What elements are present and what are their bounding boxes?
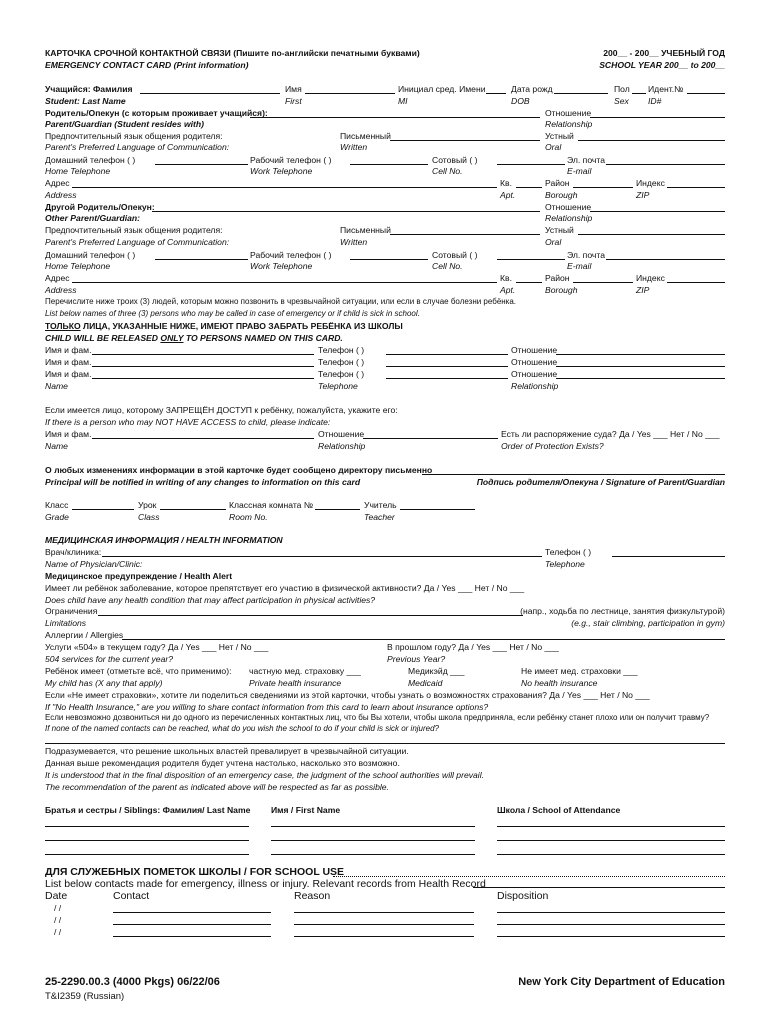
limitations-label-en: Limitations <box>45 618 87 628</box>
private-insurance-en: Private health insurance <box>249 678 342 688</box>
other-rel-field[interactable] <box>590 211 725 212</box>
other-apt-label: Кв. <box>500 273 512 283</box>
email-label-en: E-mail <box>567 166 592 176</box>
department-name: New York City Department of Education <box>518 976 725 988</box>
services-504-ru: Услуги «504» в текущем году? Да / Yes ___ Нет / No ___ <box>45 642 269 652</box>
grade-field[interactable] <box>72 509 134 510</box>
only-en: ONLY <box>160 333 184 343</box>
address-field[interactable] <box>72 187 497 188</box>
other-zip-label: Индекс <box>636 273 665 283</box>
log-contact-3[interactable] <box>113 936 271 937</box>
contact-tel-label-en: Telephone <box>318 381 358 391</box>
log-date-2[interactable]: / / <box>54 915 62 925</box>
other-rel-label: Отношение <box>545 202 592 212</box>
denied-name-label: Имя и фам. <box>45 429 92 439</box>
other-cell-field[interactable] <box>497 259 565 260</box>
no-contact-answer-field[interactable] <box>45 743 725 744</box>
contact-rel-label-en: Relationship <box>511 381 559 391</box>
order-protection-ru: Есть ли распоряжение суда? Да / Yes ___ Нет / No ___ <box>501 429 720 439</box>
other-address-label: Адрес <box>45 273 70 283</box>
teacher-field[interactable] <box>400 509 475 510</box>
log-contact-1[interactable] <box>113 912 271 913</box>
other-parent-label-en: Other Parent/Guardian: <box>45 213 141 223</box>
sex-label: Пол <box>614 84 630 94</box>
disclaimer-en-1: It is understood that in the final disposition of an emergency case, the judgment of the school authorities will prevail. <box>45 770 485 780</box>
other-lang-label: Предпочтительный язык общения родителя: <box>45 225 223 235</box>
physician-label: Врач/клиника: <box>45 547 102 557</box>
last-name-field[interactable] <box>140 93 280 94</box>
other-zip-label-en: ZIP <box>636 285 650 295</box>
school-use-instructions: List below contacts made for emergency, illness or injury. Relevant records from Health Record <box>45 878 486 890</box>
notify-ru: О любых изменениях информации в этой карточке будет сообщено директору письменно <box>45 465 433 475</box>
sex-label-en: Sex <box>614 96 629 106</box>
log-reason-1[interactable] <box>294 912 474 913</box>
other-address-field[interactable] <box>72 282 497 283</box>
private-insurance-ru[interactable]: частную мед. страховку ___ <box>249 666 361 676</box>
contact1-name-field[interactable] <box>92 354 314 355</box>
cell-label-en: Cell No. <box>432 166 463 176</box>
written-lang-field[interactable] <box>390 140 540 141</box>
other-zip-field[interactable] <box>667 282 725 283</box>
id-field[interactable] <box>687 93 725 94</box>
other-borough-label-en: Borough <box>545 285 578 295</box>
cell-field[interactable] <box>497 164 565 165</box>
other-address-label-en: Address <box>45 285 77 295</box>
first-name-label-en: First <box>285 96 302 106</box>
denied-rel-label-en: Relationship <box>318 441 366 451</box>
log-disposition-2[interactable] <box>497 924 725 925</box>
cell-label: Сотовый ( ) <box>432 155 478 165</box>
contact3-tel-label: Телефон ( ) <box>318 369 365 379</box>
health-record-field[interactable] <box>473 887 725 888</box>
sibling2-school-field[interactable] <box>497 840 725 841</box>
contact1-tel-field[interactable] <box>386 354 508 355</box>
no-contact-question-ru: Если невозможно дозвониться ни до одного из перечисленных контактных лиц, что бы Вы хотели, чтобы школа предприняла, если ребёнку станет плохо или он получит травму? <box>45 713 710 722</box>
sex-field[interactable] <box>632 93 646 94</box>
class-label-en: Class <box>138 512 160 522</box>
contact3-rel-field[interactable] <box>556 378 725 379</box>
signature-label: Подпись родителя/Опекуна / Signature of Parent/Guardian <box>476 477 725 487</box>
home-phone-field[interactable] <box>155 164 248 165</box>
denied-name-field[interactable] <box>92 438 314 439</box>
apt-label: Кв. <box>500 178 512 188</box>
medicaid-en: Medicaid <box>408 678 443 688</box>
work-phone-label-en: Work Telephone <box>250 166 313 176</box>
home-phone-label-en: Home Telephone <box>45 166 111 176</box>
other-written-label-en: Written <box>340 237 368 247</box>
sibling1-last-field[interactable] <box>45 826 249 827</box>
order-protection-en: Order of Protection Exists? <box>501 441 604 451</box>
parent-label-ru: Родитель/Опекун (с которым проживает учащийся): <box>45 108 268 118</box>
contact3-name-field[interactable] <box>92 378 314 379</box>
contact-header: Contact <box>113 890 150 902</box>
mi-label: Инициал сред. Имени <box>398 84 486 94</box>
sibling1-first-field[interactable] <box>271 826 475 827</box>
parent-rel-label: Отношение <box>545 108 592 118</box>
class-field[interactable] <box>160 509 226 510</box>
other-rel-label-en: Relationship <box>545 213 593 223</box>
signature-field[interactable] <box>422 474 725 475</box>
address-label-en: Address <box>45 190 77 200</box>
allergies-field[interactable] <box>122 639 725 640</box>
contact1-rel-label: Отношение <box>511 345 558 355</box>
sibling3-school-field[interactable] <box>497 854 725 855</box>
log-contact-2[interactable] <box>113 924 271 925</box>
limitations-label: Ограничения <box>45 606 98 616</box>
home-phone-label: Домашний телефон ( ) <box>45 155 136 165</box>
sibling2-first-field[interactable] <box>271 840 475 841</box>
other-written-field[interactable] <box>390 234 540 235</box>
health-heading: МЕДИЦИНСКАЯ ИНФОРМАЦИЯ / HEALTH INFORMATION <box>45 535 283 545</box>
other-cell-label: Сотовый ( ) <box>432 250 478 260</box>
medicaid-ru[interactable]: Медикэйд ___ <box>408 666 465 676</box>
zip-label-en: ZIP <box>636 190 650 200</box>
disclaimer-ru-2: Данная выше рекомендация родителя будет учтена настолько, насколько это возможно. <box>45 758 400 768</box>
contact2-tel-field[interactable] <box>386 366 508 367</box>
parent-label-en: Parent/Guardian (Student resides with) <box>45 119 205 129</box>
school-use-heading: ДЛЯ СЛУЖЕБНЫХ ПОМЕТОК ШКОЛЫ / FOR SCHOOL USE <box>45 866 345 878</box>
services-504-en: 504 services for the current year? <box>45 654 174 664</box>
log-disposition-1[interactable] <box>497 912 725 913</box>
insurance-question-en: My child has (X any that apply) <box>45 678 163 688</box>
release-en-b: TO PERSONS NAMED ON THIS CARD. <box>183 333 343 343</box>
student-label-en: Student: Last Name <box>45 96 126 106</box>
other-lang-label-en: Parent's Preferred Language of Communication: <box>45 237 230 247</box>
contact2-rel-field[interactable] <box>556 366 725 367</box>
room-label: Классная комната № <box>229 500 314 510</box>
other-oral-label-en: Oral <box>545 237 562 247</box>
physician-label-en: Name of Physician/Clinic: <box>45 559 143 569</box>
title-ru: КАРТОЧКА СРОЧНОЙ КОНТАКТНОЙ СВЯЗИ (Пишите по-английски печатными буквами) <box>45 48 420 58</box>
other-apt-field[interactable] <box>516 282 542 283</box>
denied-rel-field[interactable] <box>363 438 498 439</box>
room-field[interactable] <box>315 509 360 510</box>
date-header: Date <box>45 890 68 902</box>
other-email-field[interactable] <box>606 259 725 260</box>
previous-year-en: Previous Year? <box>387 654 446 664</box>
log-reason-2[interactable] <box>294 924 474 925</box>
translation-code: T&I2359 (Russian) <box>45 991 125 1002</box>
form-code: 25-2290.00.3 (4000 Pkgs) 06/22/06 <box>45 976 220 988</box>
siblings-last-header: Братья и сестры / Siblings: Фамилия/ Last Name <box>45 805 251 815</box>
contact3-name-label: Имя и фам. <box>45 369 92 379</box>
oral-lang-field[interactable] <box>578 140 725 141</box>
health-alert-heading: Медицинское предупреждение / Health Alert <box>45 571 233 581</box>
mi-label-en: MI <box>398 96 408 106</box>
id-label-en: ID# <box>648 96 662 106</box>
borough-field[interactable] <box>573 187 633 188</box>
apt-label-en: Apt. <box>500 190 516 200</box>
teacher-label: Учитель <box>364 500 397 510</box>
sibling1-school-field[interactable] <box>497 826 725 827</box>
parent-lang-label: Предпочтительный язык общения родителя: <box>45 131 223 141</box>
year-en: SCHOOL YEAR 200__ to 200__ <box>599 60 725 70</box>
parent-rel-label-en: Relationship <box>545 119 593 129</box>
other-apt-label-en: Apt. <box>500 285 516 295</box>
physician-tel-field[interactable] <box>612 556 725 557</box>
contact3-tel-field[interactable] <box>386 378 508 379</box>
insurance-question-ru: Ребёнок имеет (отметьте всё, что применимо): <box>45 666 232 676</box>
oral-label-en: Oral <box>545 142 562 152</box>
borough-label: Район <box>545 178 570 188</box>
grade-label: Класс <box>45 500 69 510</box>
email-label: Эл. почта <box>567 155 606 165</box>
siblings-first-header: Имя / First Name <box>271 805 341 815</box>
oral-label: Устный <box>545 131 574 141</box>
apt-field[interactable] <box>516 187 542 188</box>
other-oral-label: Устный <box>545 225 574 235</box>
parent-name-field[interactable] <box>250 117 540 118</box>
previous-year-ru: В прошлом году? Да / Yes ___ Нет / No ___ <box>387 642 559 652</box>
sibling3-last-field[interactable] <box>45 854 249 855</box>
other-written-label: Письменный <box>340 225 391 235</box>
limitations-example-en: (e.g., stair climbing, participation in gym) <box>571 618 725 628</box>
contact1-name-label: Имя и фам. <box>45 345 92 355</box>
class-label: Урок <box>138 500 157 510</box>
contacts-intro-ru: Перечислите ниже троих (3) людей, которым можно позвонить в чрезвычайной ситуации, или если в случае болезни ребёнка. <box>45 297 517 306</box>
contacts-intro-en: List below names of three (3) persons who may be called in case of emergency or if child is sick in school. <box>45 309 420 318</box>
no-insurance-ru[interactable]: Не имеет мед. страховки ___ <box>521 666 638 676</box>
first-name-label: Имя <box>285 84 302 94</box>
email-field[interactable] <box>606 164 725 165</box>
denied-en: If there is a person who may NOT HAVE ACCESS to child, please indicate: <box>45 417 331 427</box>
borough-label-en: Borough <box>545 190 578 200</box>
other-home-label-en: Home Telephone <box>45 261 111 271</box>
allergies-label: Аллергии / Allergies <box>45 630 124 640</box>
log-disposition-3[interactable] <box>497 936 725 937</box>
denied-rel-label: Отношение <box>318 429 365 439</box>
physician-tel-label-en: Telephone <box>545 559 585 569</box>
log-reason-3[interactable] <box>294 936 474 937</box>
other-borough-field[interactable] <box>573 282 633 283</box>
condition-question-en: Does child have any health condition that may affect participation in physical activities? <box>45 595 376 605</box>
dob-label-en: DOB <box>511 96 530 106</box>
sibling3-first-field[interactable] <box>271 854 475 855</box>
other-borough-label: Район <box>545 273 570 283</box>
other-home-label: Домашний телефон ( ) <box>45 250 136 260</box>
denied-name-label-en: Name <box>45 441 68 451</box>
parent-lang-label-en: Parent's Preferred Language of Communication: <box>45 142 230 152</box>
dob-label: Дата рожд <box>511 84 553 94</box>
school-use-dotted-line <box>333 876 725 877</box>
other-email-label: Эл. почта <box>567 250 606 260</box>
share-info-en: If "No Health Insurance," are you willing to share contact information from this card to learn about insurance options? <box>45 702 489 712</box>
zip-label: Индекс <box>636 178 665 188</box>
zip-field[interactable] <box>667 187 725 188</box>
notify-en: Principal will be notified in writing of any changes to information on this card <box>45 477 361 487</box>
contact2-tel-label: Телефон ( ) <box>318 357 365 367</box>
id-label: Идент.№ <box>648 84 684 94</box>
disposition-header: Disposition <box>497 890 549 902</box>
other-cell-label-en: Cell No. <box>432 261 463 271</box>
sibling2-last-field[interactable] <box>45 840 249 841</box>
other-work-label: Рабочий телефон ( ) <box>250 250 332 260</box>
contact1-rel-field[interactable] <box>556 354 725 355</box>
contact1-tel-label: Телефон ( ) <box>318 345 365 355</box>
contact2-rel-label: Отношение <box>511 357 558 367</box>
other-work-field[interactable] <box>350 259 428 260</box>
siblings-school-header: Школа / School of Attendance <box>497 805 621 815</box>
teacher-label-en: Teacher <box>364 512 395 522</box>
dob-field[interactable] <box>554 93 608 94</box>
written-label-en: Written <box>340 142 368 152</box>
grade-label-en: Grade <box>45 512 69 522</box>
release-notice-en <box>45 333 343 343</box>
first-name-field[interactable] <box>305 93 395 94</box>
physician-tel-label: Телефон ( ) <box>545 547 592 557</box>
contact2-name-label: Имя и фам. <box>45 357 92 367</box>
other-work-label-en: Work Telephone <box>250 261 313 271</box>
other-parent-name-field[interactable] <box>152 211 540 212</box>
address-label: Адрес <box>45 178 70 188</box>
no-contact-question-en: If none of the named contacts can be reached, what do you wish the school to do if your child is sick or injured? <box>45 724 440 733</box>
share-info-ru: Если «Не имеет страховки», хотите ли поделиться сведениями из этой карточки, чтобы узнать о возможностях страхования? Да / Yes ___ Нет / No ___ <box>45 690 650 700</box>
work-phone-field[interactable] <box>350 164 428 165</box>
denied-ru: Если имеется лицо, которому ЗАПРЕЩЁН ДОСТУП к ребёнку, пожалуйста, укажите его: <box>45 405 398 415</box>
mi-field[interactable] <box>486 93 506 94</box>
limitations-example-ru: (напр., ходьба по лестнице, занятия физкультурой) <box>520 606 725 616</box>
contact2-name-field[interactable] <box>92 366 314 367</box>
physician-field[interactable] <box>102 556 542 557</box>
other-home-field[interactable] <box>155 259 248 260</box>
no-insurance-en: No health insurance <box>521 678 598 688</box>
condition-question-ru: Имеет ли ребёнок заболевание, которое препятствует его участию в физической активности? Да / Yes ___ Нет / No ___ <box>45 583 525 593</box>
contact3-rel-label: Отношение <box>511 369 558 379</box>
student-label-ru: Учащийся: Фамилия <box>45 84 133 94</box>
disclaimer-ru-1: Подразумевается, что решение школьных властей превалирует в чрезвычайной ситуации. <box>45 746 409 756</box>
parent-rel-field[interactable] <box>590 117 725 118</box>
only-ru: ТОЛЬКО <box>45 321 81 331</box>
release-en-a: CHILD WILL BE RELEASED <box>45 333 161 343</box>
log-date-1[interactable]: / / <box>54 903 62 913</box>
other-email-label-en: E-mail <box>567 261 592 271</box>
title-en: EMERGENCY CONTACT CARD (Print information) <box>45 60 249 70</box>
release-notice-ru <box>45 321 403 331</box>
contact-name-label-en: Name <box>45 381 68 391</box>
reason-header: Reason <box>294 890 331 902</box>
work-phone-label: Рабочий телефон ( ) <box>250 155 332 165</box>
disclaimer-en-2: The recommendation of the parent as indicated above will be respected as far as possible. <box>45 782 389 792</box>
log-date-3[interactable]: / / <box>54 927 62 937</box>
year-ru: 200__ - 200__ УЧЕБНЫЙ ГОД <box>603 48 725 58</box>
other-oral-field[interactable] <box>578 234 725 235</box>
limitations-field[interactable] <box>98 615 523 616</box>
other-parent-label-ru: Другой Родитель/Опекун: <box>45 202 155 212</box>
room-label-en: Room No. <box>229 512 268 522</box>
release-notice-ru-text: ЛИЦА, УКАЗАННЫЕ НИЖЕ, ИМЕЮТ ПРАВО ЗАБРАТЬ РЕБЁНКА ИЗ ШКОЛЫ <box>80 321 403 331</box>
written-label: Письменный <box>340 131 391 141</box>
